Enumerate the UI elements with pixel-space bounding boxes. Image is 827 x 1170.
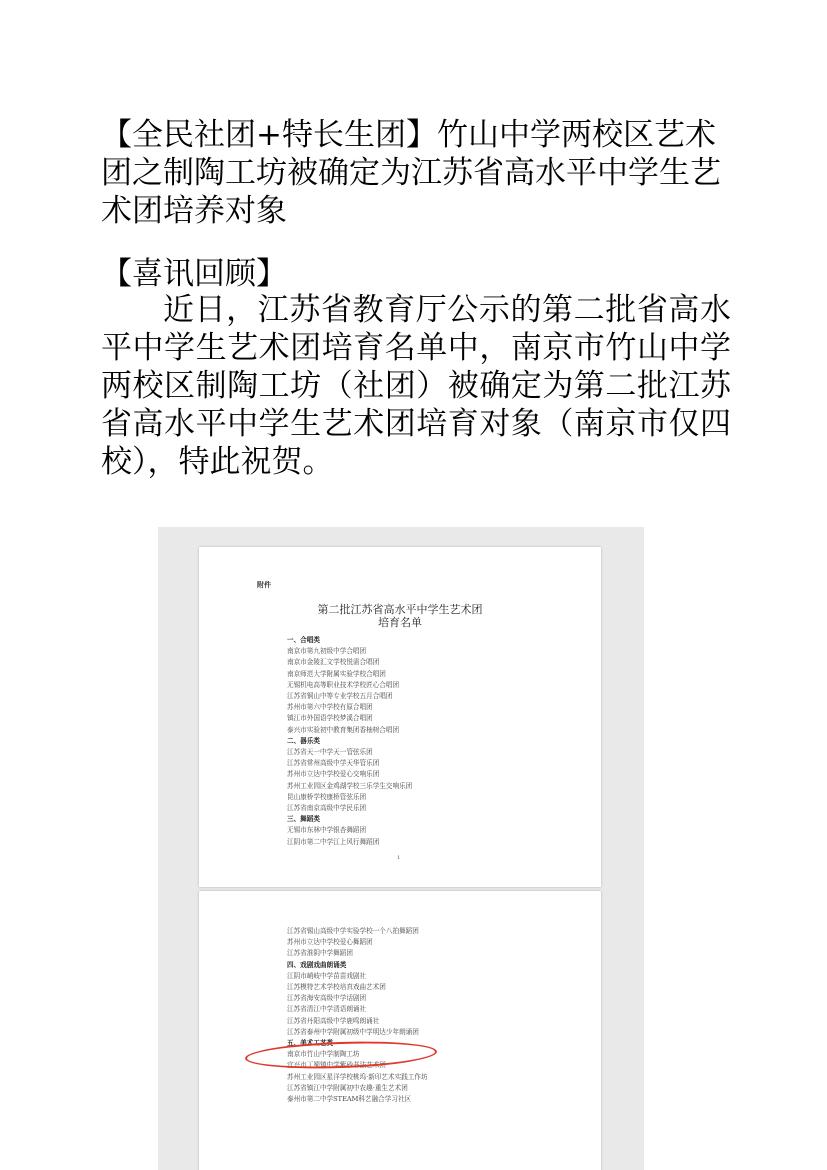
article-headline: 【全民社团+特长生团】竹山中学两校区艺术团之制陶工坊被确定为江苏省高水平中学生艺术团培养对象 bbox=[101, 117, 721, 229]
attachment-label: 附件 bbox=[257, 580, 271, 589]
list-category: 四、戏剧戏曲朗诵类 bbox=[287, 960, 347, 969]
document-title-line-1: 第二批江苏省高水平中学生艺术团 bbox=[317, 603, 483, 616]
scanned-document-image bbox=[158, 527, 644, 1170]
list-item: 无锡市东林中学银杏舞蹈团 bbox=[287, 826, 367, 835]
list-item: 苏州市第六中学校有原合唱团 bbox=[287, 703, 373, 712]
list-item: 江苏省天一中学天一管弦乐团 bbox=[287, 748, 373, 757]
list-item: 江苏省镇江中学附属初中农趣·重生艺术团 bbox=[287, 1083, 408, 1092]
list-item: 南京师范大学附属实验学校合唱团 bbox=[287, 669, 386, 678]
list-item: 江阴市第二中学江上风行舞蹈团 bbox=[287, 837, 380, 846]
list-item: 无锡机电高等职业技术学校匠心合唱团 bbox=[287, 680, 400, 689]
list-category: 一、合唱类 bbox=[287, 636, 320, 644]
list-item: 宜兴市丁蜀镇中学紫砂书法艺术团 bbox=[287, 1061, 386, 1070]
list-item: 江苏省南京高级中学民乐团 bbox=[287, 804, 367, 813]
list-item: 泰州市第二中学STEAM科艺融合学习社区 bbox=[287, 1095, 412, 1104]
list-category: 五、美术工艺类 bbox=[287, 1039, 334, 1048]
list-item: 江苏模特艺术学校培真戏曲艺术团 bbox=[287, 983, 386, 992]
document-page-1 bbox=[199, 547, 601, 887]
list-item: 泰兴市实验初中教育集团香柚树合唱团 bbox=[287, 725, 400, 734]
list-item: 江苏省海安高级中学话剧团 bbox=[287, 994, 367, 1003]
list-item: 江苏省铜山中等专业学校五月合唱团 bbox=[287, 692, 393, 701]
list-category: 三、舞蹈类 bbox=[287, 815, 320, 824]
list-item: 江阴市峭岐中学苗苗戏剧社 bbox=[287, 971, 367, 980]
list-item: 苏州市立达中学校爱心交响乐团 bbox=[287, 770, 380, 779]
list-item: 昆山康桥学校康桥管弦乐团 bbox=[287, 792, 367, 801]
list-item: 南京市竹山中学制陶工坊 bbox=[287, 1050, 360, 1059]
list-item: 苏州工业园区星洋学校桃坞·新印艺术实践工作坊 bbox=[287, 1072, 428, 1081]
list-item: 江苏省泰州中学附属初级中学明达少年朗诵团 bbox=[287, 1027, 419, 1036]
document-page-2 bbox=[199, 891, 601, 1170]
page-number: 1 bbox=[397, 855, 401, 861]
list-category: 二、器乐类 bbox=[287, 736, 320, 745]
list-item: 江苏省淮阴中学舞蹈团 bbox=[287, 949, 353, 958]
list-item: 镇江市外国语学校梦溪合唱团 bbox=[287, 714, 373, 723]
list-item: 苏州市立达中学校爱心舞蹈团 bbox=[287, 938, 373, 947]
document-title-line-2: 培育名单 bbox=[378, 616, 422, 629]
section-title: 【喜讯回顾】 bbox=[101, 256, 287, 292]
list-item: 苏州工业园区金鸡湖学校三乐学生交响乐团 bbox=[287, 781, 413, 790]
list-item: 江苏省丹阳高级中学鹿鸣朗诵社 bbox=[287, 1016, 380, 1025]
list-item: 南京市金陵汇文学校悦需合唱团 bbox=[287, 658, 380, 667]
list-item: 江苏省锡山高级中学实验学校一个八拍舞蹈团 bbox=[287, 927, 419, 935]
list-item: 南京市第九初级中学合唱团 bbox=[287, 647, 367, 656]
page-2-list bbox=[287, 926, 428, 1105]
page-1-list bbox=[287, 635, 412, 848]
list-item: 江苏省清江中学清语朗诵社 bbox=[287, 1005, 367, 1014]
article-paragraph: 近日，江苏省教育厅公示的第二批省高水平中学生艺术团培育名单中，南京市竹山中学两校区制陶工坊（社团）被确定为第二批江苏省高水平中学生艺术团培育对象（南京市仅四校），特此祝贺。 bbox=[101, 292, 731, 480]
list-item: 江苏省常州高级中学天华管乐团 bbox=[287, 759, 380, 768]
